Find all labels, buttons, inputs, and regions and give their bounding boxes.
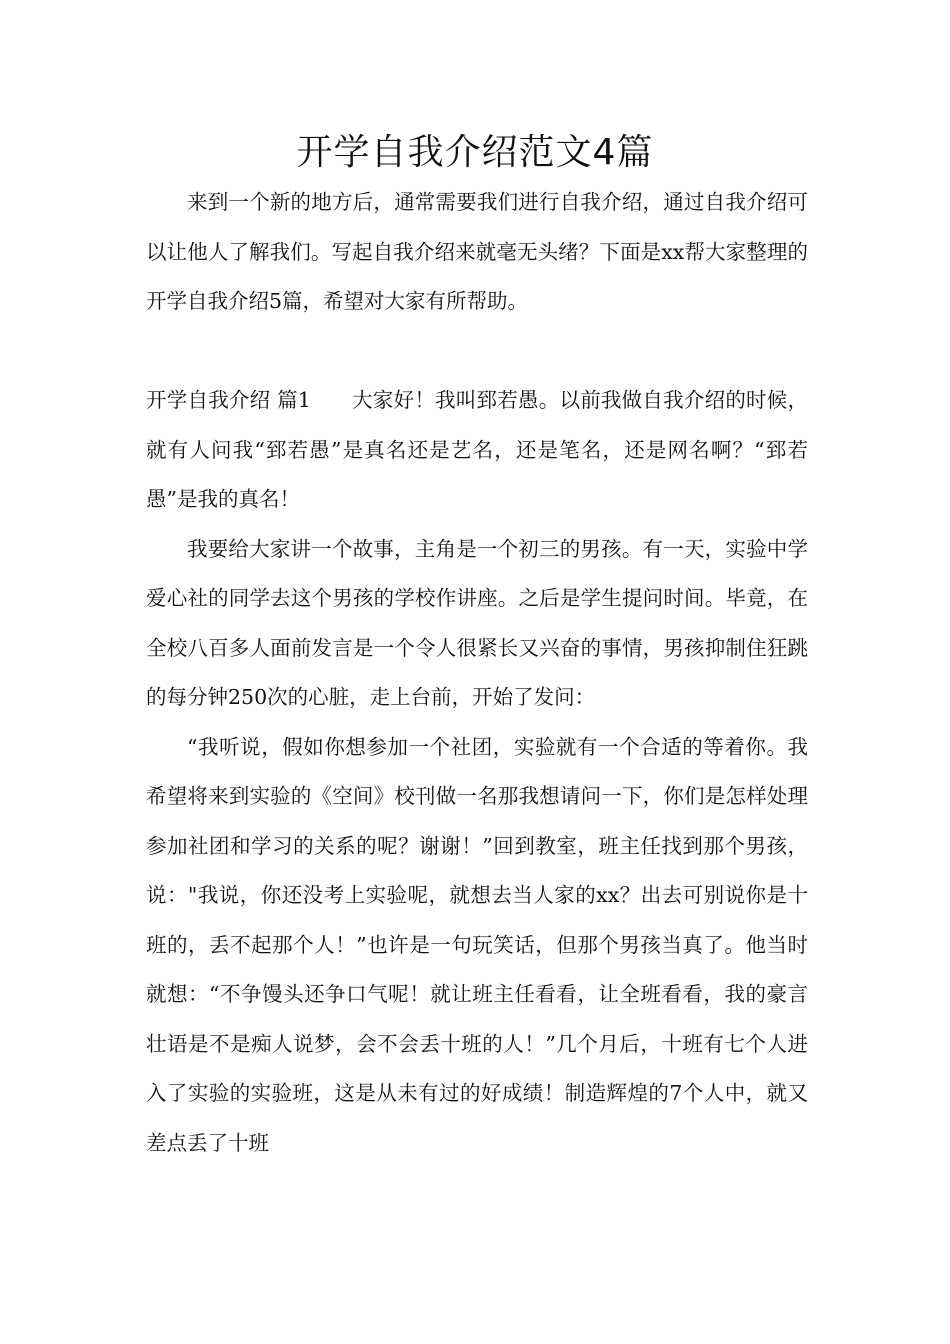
- intro-paragraph: 来到一个新的地方后，通常需要我们进行自我介绍，通过自我介绍可以让他人了解我们。写起自我介绍来就毫无头绪？下面是xx帮大家整理的开学自我介绍5篇，希望对大家有所帮助。: [146, 190, 808, 313]
- section-1-paragraph-1: [146, 376, 808, 525]
- section-1-label: 开学自我介绍 篇1: [146, 388, 311, 412]
- paragraph-gap: [146, 327, 808, 377]
- section-1-paragraph-2: 我要给大家讲一个故事，主角是一个初三的男孩。有一天，实验中学爱心社的同学去这个男孩的学校作讲座。之后是学生提问时间。毕竟，在全校八百多人面前发言是一个令人很紧长又兴奋的事情，男孩抑制住狂跳的每分钟250次的心脏，走上台前，开始了发问：: [146, 536, 808, 709]
- document-body: [146, 178, 808, 1168]
- section-1-paragraph-3: “我听说，假如你想参加一个社团，实验就有一个合适的等着你。我希望将来到实验的《空间》校刊做一名那我想请问一下，你们是怎样处理参加社团和学习的关系的呢？谢谢！”回到教室，班主任找到那个男孩，说："我说，你还没考上实验呢，就想去当人家的xx？出去可别说你是十班的，丢不起那个人！”也许是一句玩笑话，但那个男孩当真了。他当时就想：“不争馒头还争口气呢！就让班主任看看，让全班看看，我的豪言壮语是不是痴人说梦，会不会丢十班的人！”几个月后，十班有七个人进入了实验的实验班，这是从未有过的好成绩！制造辉煌的7个人中，就又差点丢了十班: [146, 734, 808, 1155]
- document-title: 开学自我介绍范文4篇: [296, 132, 654, 173]
- section-1-text-1: 大家好！我叫郅若愚。以前我做自我介绍的时候，就有人问我“郅若愚”是真名还是艺名，还是笔名，还是网名啊？“郅若愚”是我的真名！: [146, 388, 809, 511]
